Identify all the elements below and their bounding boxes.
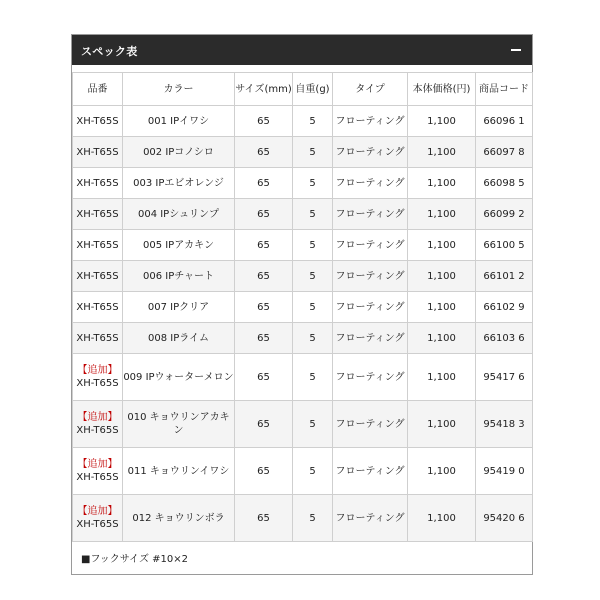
cell-code: 95420 6 <box>476 495 533 542</box>
header-code: 商品コード <box>476 73 533 106</box>
cell-weight: 5 <box>293 137 333 168</box>
panel-header <box>72 35 532 65</box>
spec-table-body <box>73 106 533 542</box>
cell-size: 65 <box>235 261 293 292</box>
cell-code: 66097 8 <box>476 137 533 168</box>
cell-color: 003 IPエビオレンジ <box>123 168 235 199</box>
cell-weight: 5 <box>293 292 333 323</box>
cell-product-no <box>73 448 123 495</box>
cell-type: フローティング <box>333 401 408 448</box>
cell-type: フローティング <box>333 448 408 495</box>
cell-color: 007 IPクリア <box>123 292 235 323</box>
cell-type: フローティング <box>333 199 408 230</box>
new-badge: 【追加】 <box>77 459 118 470</box>
cell-color: 012 キョウリンボラ <box>123 495 235 542</box>
table-row <box>73 292 533 323</box>
product-no-text: XH-T65S <box>76 378 119 389</box>
cell-size: 65 <box>235 401 293 448</box>
cell-product-no: XH-T65S <box>73 230 123 261</box>
cell-weight: 5 <box>293 106 333 137</box>
panel-title: スペック表 <box>81 45 138 58</box>
cell-code: 66102 9 <box>476 292 533 323</box>
cell-size: 65 <box>235 137 293 168</box>
table-row <box>73 323 533 354</box>
spec-panel <box>71 34 533 575</box>
cell-weight: 5 <box>293 495 333 542</box>
cell-product-no: XH-T65S <box>73 292 123 323</box>
cell-price: 1,100 <box>408 261 476 292</box>
cell-color: 001 IPイワシ <box>123 106 235 137</box>
cell-size: 65 <box>235 495 293 542</box>
cell-type: フローティング <box>333 106 408 137</box>
table-row <box>73 401 533 448</box>
spec-table <box>72 72 533 542</box>
cell-weight: 5 <box>293 261 333 292</box>
cell-product-no: XH-T65S <box>73 199 123 230</box>
cell-size: 65 <box>235 168 293 199</box>
cell-price: 1,100 <box>408 323 476 354</box>
cell-price: 1,100 <box>408 354 476 401</box>
header-size: サイズ(mm) <box>235 73 293 106</box>
cell-price: 1,100 <box>408 292 476 323</box>
new-badge: 【追加】 <box>77 365 118 376</box>
cell-product-no: XH-T65S <box>73 137 123 168</box>
cell-type: フローティング <box>333 354 408 401</box>
cell-type: フローティング <box>333 137 408 168</box>
table-row <box>73 448 533 495</box>
cell-code: 95418 3 <box>476 401 533 448</box>
cell-color: 008 IPライム <box>123 323 235 354</box>
cell-price: 1,100 <box>408 448 476 495</box>
cell-color: 005 IPアカキン <box>123 230 235 261</box>
header-color: カラー <box>123 73 235 106</box>
cell-size: 65 <box>235 292 293 323</box>
cell-type: フローティング <box>333 323 408 354</box>
cell-color: 010 キョウリンアカキン <box>123 401 235 448</box>
cell-size: 65 <box>235 230 293 261</box>
cell-code: 66099 2 <box>476 199 533 230</box>
header-product-no: 品番 <box>73 73 123 106</box>
cell-type: フローティング <box>333 495 408 542</box>
cell-size: 65 <box>235 448 293 495</box>
cell-size: 65 <box>235 323 293 354</box>
cell-code: 95417 6 <box>476 354 533 401</box>
cell-product-no <box>73 354 123 401</box>
cell-color: 002 IPコノシロ <box>123 137 235 168</box>
table-row <box>73 230 533 261</box>
new-badge: 【追加】 <box>77 412 118 423</box>
product-no-text: XH-T65S <box>76 519 119 530</box>
cell-weight: 5 <box>293 401 333 448</box>
cell-price: 1,100 <box>408 137 476 168</box>
cell-weight: 5 <box>293 199 333 230</box>
cell-product-no <box>73 401 123 448</box>
cell-size: 65 <box>235 354 293 401</box>
cell-code: 66096 1 <box>476 106 533 137</box>
table-row <box>73 137 533 168</box>
cell-price: 1,100 <box>408 230 476 261</box>
header-weight: 自重(g) <box>293 73 333 106</box>
cell-code: 95419 0 <box>476 448 533 495</box>
cell-color: 011 キョウリンイワシ <box>123 448 235 495</box>
cell-product-no <box>73 495 123 542</box>
cell-product-no: XH-T65S <box>73 168 123 199</box>
cell-weight: 5 <box>293 230 333 261</box>
cell-color: 009 IPウォーターメロン <box>123 354 235 401</box>
cell-color: 006 IPチャート <box>123 261 235 292</box>
cell-product-no: XH-T65S <box>73 106 123 137</box>
table-row <box>73 261 533 292</box>
cell-color: 004 IPシュリンプ <box>123 199 235 230</box>
cell-price: 1,100 <box>408 106 476 137</box>
header-row <box>73 73 533 106</box>
cell-type: フローティング <box>333 168 408 199</box>
table-row <box>73 106 533 137</box>
hook-size-note: ■フックサイズ #10×2 <box>81 554 188 565</box>
cell-code: 66103 6 <box>476 323 533 354</box>
cell-size: 65 <box>235 106 293 137</box>
cell-weight: 5 <box>293 323 333 354</box>
cell-type: フローティング <box>333 292 408 323</box>
new-badge: 【追加】 <box>77 506 118 517</box>
header-price: 本体価格(円) <box>408 73 476 106</box>
cell-type: フローティング <box>333 261 408 292</box>
table-row <box>73 199 533 230</box>
cell-code: 66100 5 <box>476 230 533 261</box>
cell-code: 66101 2 <box>476 261 533 292</box>
cell-product-no: XH-T65S <box>73 323 123 354</box>
header-type: タイプ <box>333 73 408 106</box>
collapse-icon[interactable] <box>509 43 523 57</box>
cell-weight: 5 <box>293 448 333 495</box>
cell-code: 66098 5 <box>476 168 533 199</box>
table-row <box>73 168 533 199</box>
product-no-text: XH-T65S <box>76 425 119 436</box>
cell-type: フローティング <box>333 230 408 261</box>
cell-price: 1,100 <box>408 199 476 230</box>
cell-weight: 5 <box>293 168 333 199</box>
cell-price: 1,100 <box>408 168 476 199</box>
product-no-text: XH-T65S <box>76 472 119 483</box>
table-row <box>73 495 533 542</box>
cell-size: 65 <box>235 199 293 230</box>
cell-price: 1,100 <box>408 401 476 448</box>
table-row <box>73 354 533 401</box>
cell-product-no: XH-T65S <box>73 261 123 292</box>
cell-price: 1,100 <box>408 495 476 542</box>
cell-weight: 5 <box>293 354 333 401</box>
